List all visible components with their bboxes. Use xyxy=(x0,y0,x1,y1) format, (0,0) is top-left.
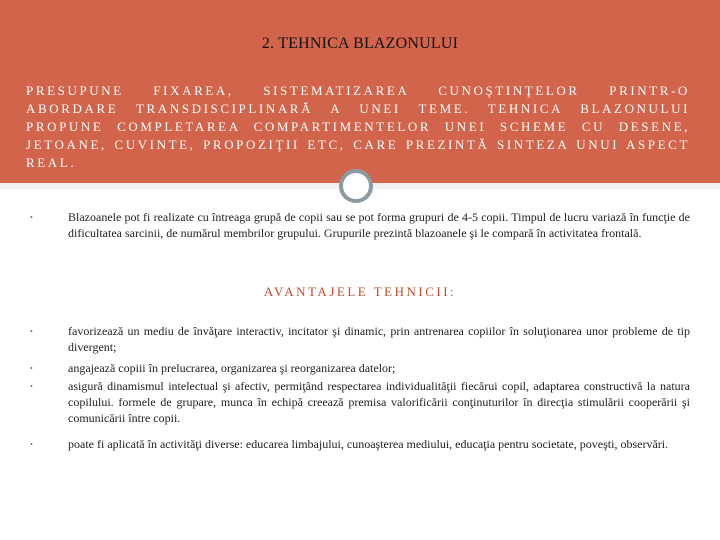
bullet-icon: • xyxy=(30,327,33,336)
header-panel xyxy=(0,0,720,183)
advantage-item: favorizează un mediu de învăţare interactiv, incitator şi dinamic, prin antrenarea copiilor în soluţionarea unor probleme de tip divergent; xyxy=(68,324,690,354)
advantage-item: angajează copiii în prelucrarea, organizarea şi reorganizarea datelor; xyxy=(68,361,396,375)
advantage-item: asigură dinamismul intelectual şi afectiv, permiţând respectarea individualităţii fiecărui copil, adaptarea constructivă la natura copilului. formele de grupare, munca în echipă creează premisa valorificării conţinuturilor în direcţia stimulării cooperării şi comunicării între copii. xyxy=(68,379,690,425)
intro-text: PRESUPUNE FIXAREA, SISTEMATIZAREA CUNOŞTINŢELOR PRINTR-O ABORDARE TRANSDISCIPLINARĂ A UNEI TEME. TEHNICA BLAZONULUI PROPUNE COMPLETAREA COMPARTIMENTELOR UNEI SCHEME CU DESENE, JETOANE, CUVINTE, PROPOZIŢII ETC, CARE PREZINTĂ SINTEZA UNUI ASPECT REAL. xyxy=(26,83,690,170)
slide-title: 2. TEHNICA BLAZONULUI xyxy=(261,35,459,52)
ring-icon xyxy=(339,169,373,203)
bullet-icon: • xyxy=(30,364,33,373)
bullet-icon: • xyxy=(30,213,33,222)
bullet-icon: • xyxy=(30,382,33,391)
description-paragraph: Blazoanele pot fi realizate cu întreaga grupă de copii sau se pot forma grupuri de 4-5 copii. Timpul de lucru variază în funcţie de dificultatea sarcinii, de numărul membrilor grupului. Grupurile prezintă blazoanele şi le compară în activitatea frontală. xyxy=(68,210,690,240)
bullet-icon: • xyxy=(30,440,33,449)
advantages-heading: AVANTAJELE TEHNICII: xyxy=(263,284,457,299)
advantage-item: poate fi aplicată în activităţi diverse: educarea limbajului, cunoaşterea mediului, educaţia pentru societate, poveşti, observări. xyxy=(68,437,669,451)
